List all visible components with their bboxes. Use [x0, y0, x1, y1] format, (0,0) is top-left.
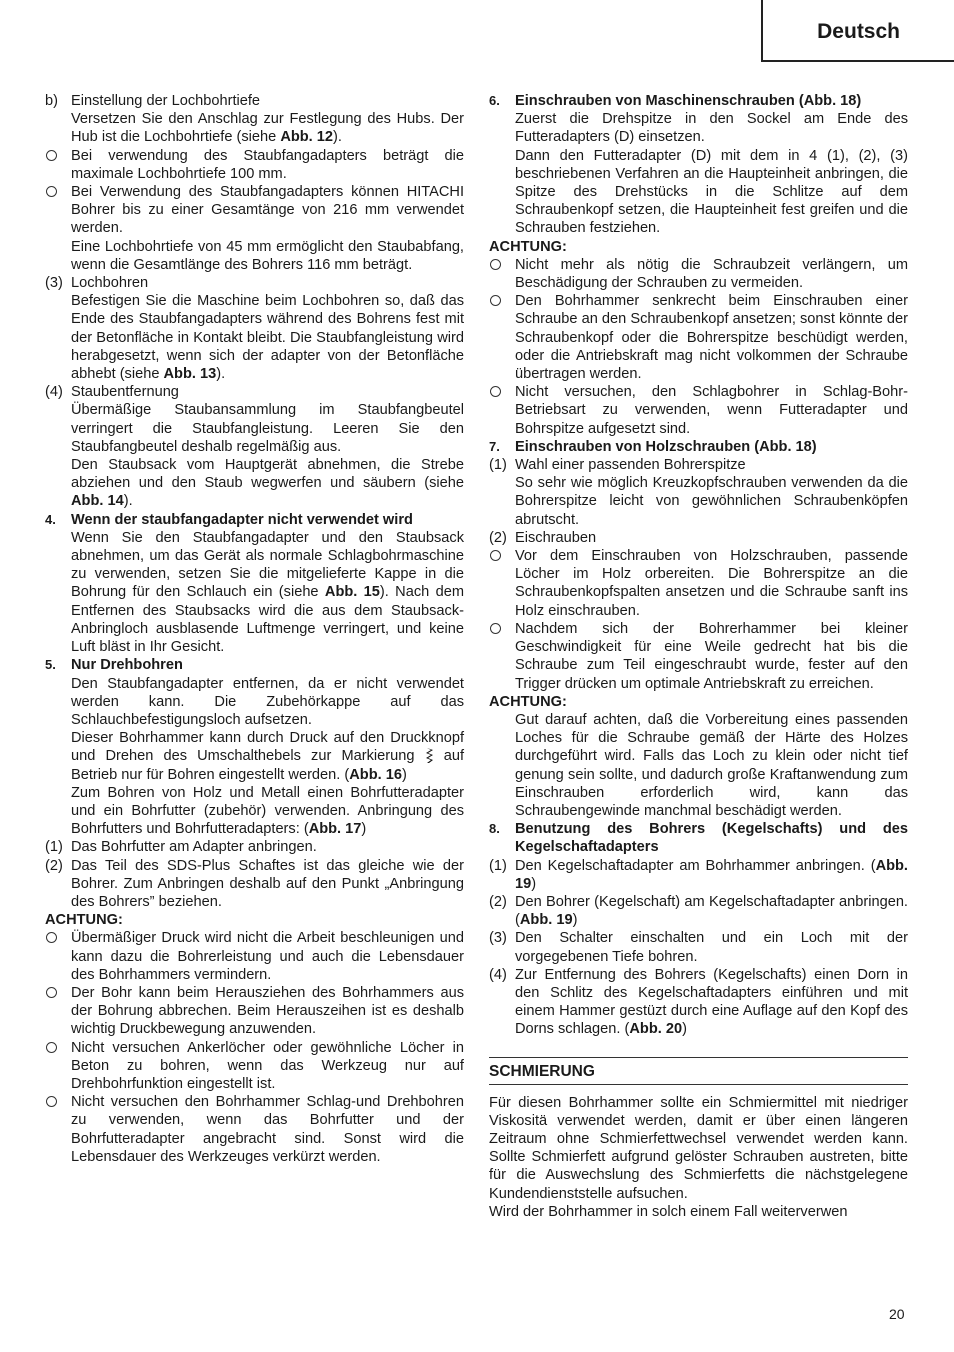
- caution-label: ACHTUNG:: [489, 238, 567, 255]
- bullet-circle-icon: [490, 550, 501, 561]
- subsection-b-text: Versetzen Sie den Anschlag zur Festlegung des Hubs. Der Hub ist die Lochbohrtiefe (siehe Abb. 12).: [71, 111, 464, 146]
- bullet-item: Bei verwendung des Staubfangadapters beträgt die maximale Lochbohrtiefe 100 mm.: [45, 147, 464, 183]
- heading-5-text: Den Staubfangadapter entfernen, da er nicht verwendet werden kann. Die Zubehörkappe auf das Schlauchbefestigungsloch aufsetzen.: [71, 675, 464, 728]
- heading-4: 4. Wenn der staubfangadapter nicht verwendet wird: [45, 511, 413, 528]
- caution-label: ACHTUNG:: [489, 693, 567, 710]
- list-item: (2) Eischrauben: [489, 529, 597, 546]
- figure-ref: Abb. 15: [324, 584, 380, 601]
- subsection-3-title: (3) Lochbohren: [45, 275, 149, 292]
- subsection-4-text: Übermäßige Staubansammlung im Staubfangbeutel verringert die Staubfangleistung. Leeren Sie den Staubfangbeutel deshalb regelmäßig aus.: [71, 402, 464, 455]
- bullet-circle-icon: [46, 987, 57, 998]
- bullet-circle-icon: [46, 932, 57, 943]
- page-number: 20: [889, 1306, 905, 1322]
- heading-7: 7. Einschrauben von Holzschrauben (Abb. 18): [489, 438, 817, 455]
- bullet-item: Nicht versuchen, den Schlagbohrer in Schlag-Bohr-Betriebsart zu verwenden, wenn Futteradapter und Bohrspitze aufgesetzt sind.: [489, 383, 908, 438]
- section-text: Für diesen Bohrhammer sollte ein Schmiermittel mit niedriger Viskositä verwendet werden, damit er über einen längeren Zeitraum ohne Schmierfettwechsel verwendet werden kann. Sollte Schmierfett aufgrund gelöster Schrauben austreten, bitte für die Auswechslung des Schmierfetts die nächstgelegene Kundendienststelle aufsuchen.: [489, 1094, 908, 1202]
- figure-ref: Abb. 13: [163, 366, 217, 383]
- bullet-circle-icon: [490, 386, 501, 397]
- figure-ref: Abb. 19: [519, 912, 573, 929]
- heading-5-text: Dieser Bohrhammer kann durch Druck auf den Druckknopf und Drehen des Umschalthebels zur Markierung auf Betrieb nur für Bohren eingestellt werden. (Abb. 16): [71, 730, 465, 783]
- bullet-item: Nachdem sich der Bohrerhammer bei kleiner Geschwindigkeit für eine Weile gedrecht hat bis die Schraube zum Teil eingeschraubt wurde, fester auf den Trigger drücken um optimale Antriebskraft zu erreichen.: [489, 620, 908, 693]
- subsection-b-title: b) Einstellung der Lochbohrtiefe: [45, 93, 261, 109]
- bullet-item: Den Bohrhammer senkrecht beim Einschrauben einer Schraube an den Schraubenkopf ansetzen; sonst könnte der Schraubenkopf oder die Bohrerspitze beschüdigt werden, oder die Antriebskraft mag nicht volkommen der Schraube übertragen werden.: [489, 292, 908, 383]
- heading-6-text: Zuerst die Drehspitze in den Sockel am Ende des Futteradapters (D) einsetzen.: [515, 111, 908, 146]
- bullet-item: Der Bohr kann beim Herausziehen des Bohrhammers aus der Bohrung abbrechen. Beim Herauszeihen ist es deshalb wichtig Druckbewegung anzuwenden.: [45, 984, 464, 1039]
- figure-ref: Abb. 14: [71, 493, 124, 510]
- heading-5: 5. Nur Drehbohren: [45, 657, 183, 674]
- list-item: (4) Zur Entfernung des Bohrers (Kegelschafts) einen Dorn in den Schlitz des Kegelschaftadapters einführen und mit einem Hammer gestüzt durch eine Auflage auf den Kopf des Dorns schlagen. (Abb. 20): [489, 966, 908, 1038]
- list-item: (2) Den Bohrer (Kegelschaft) am Kegelschaftadapter anbringen. (Abb. 19): [489, 893, 908, 929]
- caution-text: Gut darauf achten, daß die Vorbereitung eines passenden Loches für die Schraube gemäß der Härte des Holzes durchgeführt wird. Falls das Loch zu klein oder nicht tief genung sein sollte, und dadurch große Kraftanwendung zum Einschrauben erforderlich wird, kann das Schraubengewinde manchmal beschädigt werden.: [515, 711, 908, 819]
- heading-5-text: Zum Bohren von Holz und Metall einen Bohrfutteradapter und ein Bohrfutter (zubehör) verwenden. Anbringung des Bohrfutters und Bohrfutteradapters: (Abb. 17): [71, 784, 464, 838]
- subsection-3-text: Befestigen Sie die Maschine beim Lochbohren so, daß das Ende des Staubfangadapters während des Bohrens fest mit der Betonfläche in Kontakt bleibt. Die Staubfangleistung wird herabgesetzt, wenn sich der adapter von der Betonfläche abhebt (siehe Abb. 13).: [71, 293, 464, 383]
- heading-8: 8. Benutzung des Bohrers (Kegelschafts) und des Kegelschaftadapters: [489, 821, 908, 856]
- bullet-item: Nicht versuchen den Bohrhammer Schlag-und Drehbohren zu verwenden, wenn das Bohrfutter und der Bohrfutteradapter angebracht sind. Sonst wird die Lebensdauer des Werkzeuges verkürzt werden.: [45, 1093, 464, 1166]
- list-item: (2) Das Teil des SDS-Plus Schaftes ist das gleiche wie der Bohrer. Zum Anbringen deshalb auf den Punkt „Anbringung des Bohrers” beziehen.: [45, 857, 464, 910]
- subsection-4-text: Den Staubsack vom Hauptgerät abnehmen, die Strebe abziehen und den Staub wegwerfen und säubern (siehe Abb. 14).: [71, 457, 464, 510]
- bullet-item: Vor dem Einschrauben von Holzschrauben, passende Löcher im Holz orbereiten. Die Bohrerspitze an die Schraubenkopfspalten ansetzen und die Schraube sanft ins Holz einschrauben.: [489, 547, 908, 620]
- bullet-circle-icon: [46, 150, 57, 161]
- subsection-4-title: (4) Staubentfernung: [45, 384, 179, 401]
- heading-6: 6. Einschrauben von Maschinenschrauben (Abb. 18): [489, 93, 862, 109]
- bullet-item: Nicht mehr als nötig die Schraubzeit verlängern, um Beschädigung der Schrauben zu vermeiden.: [489, 256, 908, 292]
- language-tab: [761, 0, 954, 62]
- figure-ref: Abb. 19: [515, 857, 908, 892]
- bullet-item: Bei Verwendung des Staubfangadapters können HITACHI Bohrer bis zu einer Gesamtänge von 216 mm verwendet werden.: [45, 183, 464, 238]
- section-title-schmierung: SCHMIERUNG: [489, 1057, 908, 1085]
- bullet-circle-icon: [46, 1096, 57, 1107]
- bullet-item: Übermäßiger Druck wird nicht die Arbeit beschleunigen und kann dazu die Bohrerleistung und auch die Lebensdauer des Bohrhammers vermindern.: [45, 929, 464, 984]
- figure-ref: Abb. 20: [629, 1021, 683, 1038]
- list-item-text: So sehr wie möglich Kreuzkopfschrauben verwenden da die Bohrerspitze leicht von gewöhnlichen Schraubenköpfen abrutscht.: [515, 475, 908, 528]
- list-item: (1) Wahl einer passenden Bohrerspitze: [489, 457, 746, 474]
- list-item: (3) Den Schalter einschalten und ein Loch mit der vorgegebenen Tiefe bohren.: [489, 930, 908, 965]
- bullet-circle-icon: [490, 259, 501, 270]
- list-item: (1) Den Kegelschaftadapter am Bohrhammer anbringen. (Abb. 19): [489, 857, 908, 892]
- language-label: Deutsch: [817, 20, 900, 43]
- bullet-circle-icon: [46, 1042, 57, 1053]
- right-column: [489, 92, 908, 1221]
- bullet-continuation: Eine Lochbohrtiefe von 45 mm ermöglicht den Staubabfang, wenn die Gesamtlänge des Bohrers 116 mm beträgt.: [71, 238, 464, 273]
- section-text: Wird der Bohrhammer in solch einem Fall weiterverwen: [489, 1203, 848, 1220]
- bullet-item: Nicht versuchen Ankerlöcher oder gewöhnliche Löcher in Beton zu bohren, wenn das Werkzeug nur auf Drehbohrfunktion eingestellt ist.: [45, 1039, 464, 1094]
- left-column: [45, 92, 464, 1166]
- bullet-circle-icon: [46, 186, 57, 197]
- figure-ref: Abb. 17: [308, 821, 362, 838]
- bullet-circle-icon: [490, 623, 501, 634]
- list-item: (1) Das Bohrfutter am Adapter anbringen.: [45, 839, 317, 856]
- drill-mode-icon: [425, 748, 434, 763]
- figure-ref: Abb. 12: [280, 129, 334, 146]
- heading-4-text: Wenn Sie den Staubfangadapter und den Staubsack abnehmen, um das Gerät als normale Schlagbohrmaschine zu verwenden, setzen Sie die mitgelieferte Kappe in die Bohrung für den Schlauch ein (siehe Abb. 15). Nach dem Entfernen des Staubsacks wird die aus dem Staubsack-Anbringloch ausblasende Luftmenge verringert, und keine Luft bläst in Ihr Gesicht.: [71, 529, 464, 656]
- bullet-circle-icon: [490, 295, 501, 306]
- figure-ref: Abb. 16: [349, 766, 402, 783]
- caution-label: ACHTUNG:: [45, 912, 123, 929]
- heading-6-text: Dann den Futteradapter (D) mit dem in 4 (1), (2), (3) beschriebenen Verfahren an die Haupteinheit anbringen, die Spitze des Drehstücks in die Schlitze auf dem Schraubenkopf setzen, die Haupteinheit fest greifen und die Schrauben festziehen.: [515, 147, 908, 237]
